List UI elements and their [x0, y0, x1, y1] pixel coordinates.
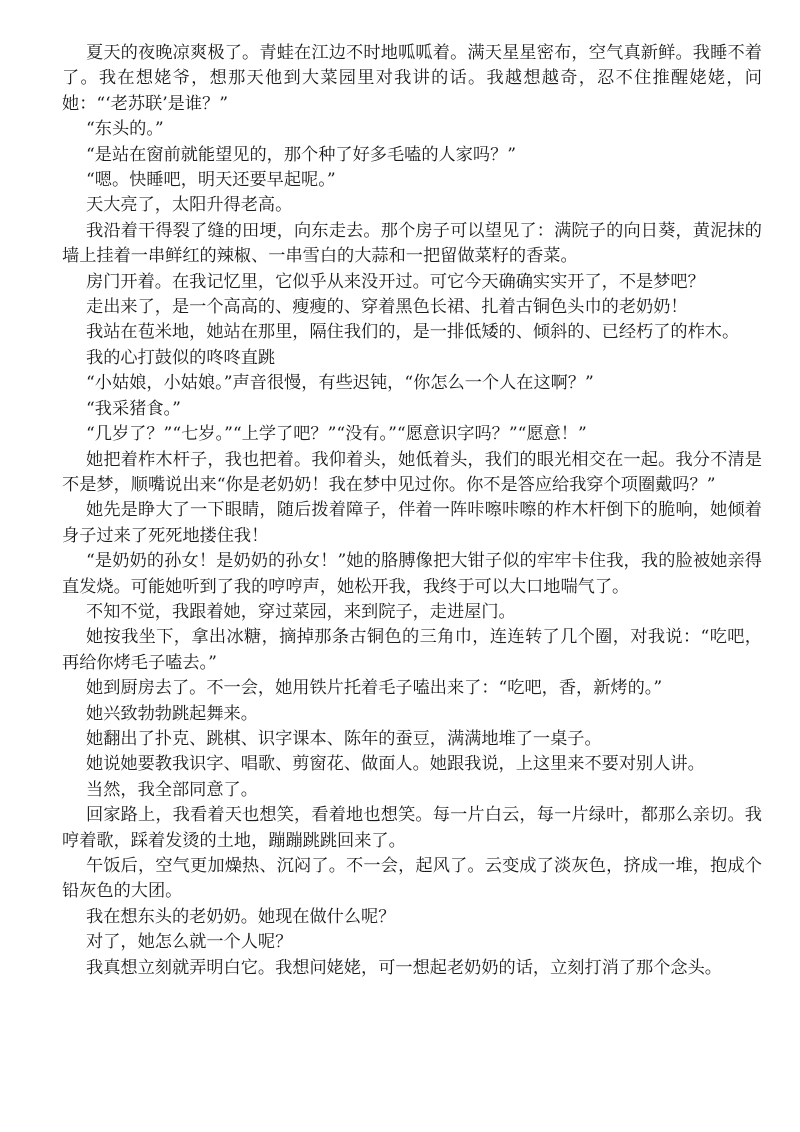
paragraph-10: 我的心打鼓似的咚咚直跳 [86, 347, 276, 368]
paragraph-14: 她把着柞木杆子，我也把着。我仰着头，她低着头，我们的眼光相交在一起。我分不清是不是梦，顺嘴说出来“你是老奶奶！我在梦中见过你。你不是答应给我穿个项圈戴吗？” [62, 449, 762, 495]
paragraph-11: “小姑娘，小姑娘。”声音很慢，有些迟钝，“你怎么一个人在这啊？” [86, 373, 594, 394]
paragraph-8: 走出来了，是一个高高的、瘦瘦的、穿着黑色长裙、扎着古铜色头巾的老奶奶！ [86, 297, 688, 318]
paragraph-15: 她先是睁大了一下眼睛，随后拨着障子，伴着一阵咔嚓咔嚓的柞木杆倒下的脆响，她倾着身子过来了死死地搂住我！ [62, 500, 762, 546]
paragraph-3: “是站在窗前就能望见的，那个种了好多毛嗑的人家吗？” [86, 144, 517, 165]
paragraph-26: 我在想东头的老奶奶。她现在做什么呢？ [86, 906, 396, 927]
paragraph-9: 我站在苞米地，她站在那里，隔住我们的，是一排低矮的、倾斜的、已经朽了的柞木。 [86, 322, 740, 343]
paragraph-2: “东头的。” [86, 119, 164, 140]
paragraph-13: “几岁了？”“七岁。”“上学了吧？”“没有。”“愿意识字吗？”“愿意！” [86, 424, 587, 445]
document-page [62, 41, 762, 981]
paragraph-28: 我真想立刻就弄明白它。我想问姥姥，可一想起老奶奶的话，立刻打消了那个念头。 [86, 957, 722, 978]
paragraph-22: 她说她要教我识字、唱歌、剪窗花、做面人。她跟我说，上这里来不要对别人讲。 [86, 754, 705, 775]
paragraph-27: 对了，她怎么就一个人呢？ [86, 932, 293, 953]
paragraph-5: 天大亮了，太阳升得老高。 [86, 195, 293, 216]
paragraph-17: 不知不觉，我跟着她，穿过菜园，来到院子，走进屋门。 [86, 601, 516, 622]
paragraph-25: 午饭后，空气更加燥热、沉闷了。不一会，起风了。云变成了淡灰色，挤成一堆，抱成个铅灰色的大团。 [62, 856, 762, 902]
paragraph-16: “是奶奶的孙女！是奶奶的孙女！”她的胳膊像把大钳子似的牢牢卡住我，我的脸被她亲得直发烧。可能她听到了我的哼哼声，她松开我，我终于可以大口地喘气了。 [62, 551, 762, 597]
paragraph-19: 她到厨房去了。不一会，她用铁片托着毛子嗑出来了：“吃吧，香，新烤的。” [86, 678, 663, 699]
paragraph-4: “嗯。快睡吧，明天还要早起呢。” [86, 170, 336, 191]
paragraph-24: 回家路上，我看着天也想笑，看着地也想笑。每一片白云，每一片绿叶，都那么亲切。我哼着歌，踩着发烫的土地，蹦蹦跳跳回来了。 [62, 805, 762, 851]
paragraph-21: 她翻出了扑克、跳棋、识字课本、陈年的蚕豆，满满地堆了一桌子。 [86, 728, 602, 749]
paragraph-20: 她兴致勃勃跳起舞来。 [86, 703, 258, 724]
paragraph-6: 我沿着干得裂了缝的田埂，向东走去。那个房子可以望见了：满院子的向日葵，黄泥抹的墙上挂着一串鲜红的辣椒、一串雪白的大蒜和一把留做菜籽的香菜。 [62, 220, 762, 267]
paragraph-7: 房门开着。在我记忆里，它似乎从来没开过。可它今天确确实实开了，不是梦吧？ [86, 271, 705, 292]
paragraph-23: 当然，我全部同意了。 [86, 779, 258, 800]
paragraph-18: 她按我坐下，拿出冰糖，摘掉那条古铜色的三角巾，连连转了几个圈，对我说：“吃吧，再给你烤毛子嗑去。” [62, 627, 762, 673]
paragraph-12: “我采猪食。” [86, 398, 181, 419]
paragraph-1: 夏天的夜晚凉爽极了。青蛙在江边不时地呱呱着。满天星星密布，空气真新鲜。我睡不着了。我在想姥爷，想那天他到大菜园里对我讲的话。我越想越奇，忍不住推醒姥姥，问她：“‘老苏联’是谁？” [62, 43, 762, 114]
